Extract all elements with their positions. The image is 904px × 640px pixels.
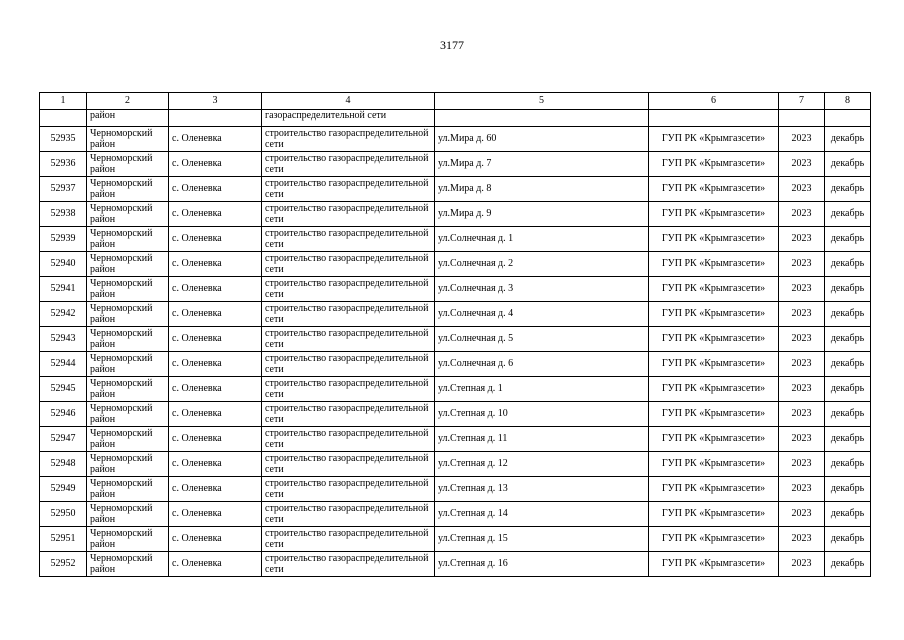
month-cell: декабрь [825, 502, 871, 527]
district-cell: Черноморский район [87, 427, 169, 452]
register-table [39, 92, 871, 577]
address-cell: ул.Солнечная д. 2 [435, 252, 649, 277]
table-row [40, 452, 871, 477]
organization-cell: ГУП РК «Крымгазсети» [649, 552, 779, 577]
column-header: 2 [87, 93, 169, 110]
row-number: 52936 [40, 152, 87, 177]
address-cell: ул.Мира д. 9 [435, 202, 649, 227]
district-cell: Черноморский район [87, 402, 169, 427]
year-cell: 2023 [779, 477, 825, 502]
organization-cell: ГУП РК «Крымгазсети» [649, 302, 779, 327]
row-number: 52949 [40, 477, 87, 502]
row-number: 52951 [40, 527, 87, 552]
month-cell: декабрь [825, 227, 871, 252]
district-cell: Черноморский район [87, 352, 169, 377]
month-cell: декабрь [825, 127, 871, 152]
district-cell: Черноморский район [87, 252, 169, 277]
year-cell: 2023 [779, 277, 825, 302]
address-cell: ул.Степная д. 1 [435, 377, 649, 402]
row-number: 52940 [40, 252, 87, 277]
table-cell [825, 110, 871, 127]
work-type-cell: строительство газораспределительной сети [262, 227, 435, 252]
district-cell: Черноморский район [87, 477, 169, 502]
address-cell: ул.Мира д. 60 [435, 127, 649, 152]
row-number: 52947 [40, 427, 87, 452]
work-type-cell: строительство газораспределительной сети [262, 352, 435, 377]
settlement-cell: с. Оленевка [169, 227, 262, 252]
settlement-cell: с. Оленевка [169, 127, 262, 152]
year-cell: 2023 [779, 352, 825, 377]
column-header: 1 [40, 93, 87, 110]
header-row [40, 93, 871, 110]
month-cell: декабрь [825, 252, 871, 277]
year-cell: 2023 [779, 302, 825, 327]
organization-cell: ГУП РК «Крымгазсети» [649, 202, 779, 227]
address-cell: ул.Солнечная д. 4 [435, 302, 649, 327]
table-row [40, 427, 871, 452]
month-cell: декабрь [825, 152, 871, 177]
table-cell: район [87, 110, 169, 127]
district-cell: Черноморский район [87, 552, 169, 577]
address-cell: ул.Солнечная д. 3 [435, 277, 649, 302]
row-number: 52942 [40, 302, 87, 327]
settlement-cell: с. Оленевка [169, 152, 262, 177]
row-number: 52948 [40, 452, 87, 477]
work-type-cell: строительство газораспределительной сети [262, 277, 435, 302]
organization-cell: ГУП РК «Крымгазсети» [649, 452, 779, 477]
district-cell: Черноморский район [87, 202, 169, 227]
district-cell: Черноморский район [87, 327, 169, 352]
work-type-cell: строительство газораспределительной сети [262, 402, 435, 427]
settlement-cell: с. Оленевка [169, 252, 262, 277]
row-number: 52935 [40, 127, 87, 152]
year-cell: 2023 [779, 327, 825, 352]
table-row [40, 552, 871, 577]
work-type-cell: строительство газораспределительной сети [262, 302, 435, 327]
settlement-cell: с. Оленевка [169, 452, 262, 477]
organization-cell: ГУП РК «Крымгазсети» [649, 377, 779, 402]
year-cell: 2023 [779, 127, 825, 152]
year-cell: 2023 [779, 402, 825, 427]
settlement-cell: с. Оленевка [169, 502, 262, 527]
column-header: 4 [262, 93, 435, 110]
row-number: 52952 [40, 552, 87, 577]
year-cell: 2023 [779, 377, 825, 402]
address-cell: ул.Степная д. 14 [435, 502, 649, 527]
settlement-cell: с. Оленевка [169, 377, 262, 402]
table-row [40, 127, 871, 152]
district-cell: Черноморский район [87, 502, 169, 527]
organization-cell: ГУП РК «Крымгазсети» [649, 152, 779, 177]
column-header: 8 [825, 93, 871, 110]
month-cell: декабрь [825, 427, 871, 452]
work-type-cell: строительство газораспределительной сети [262, 502, 435, 527]
year-cell: 2023 [779, 452, 825, 477]
organization-cell: ГУП РК «Крымгазсети» [649, 502, 779, 527]
column-header: 5 [435, 93, 649, 110]
month-cell: декабрь [825, 277, 871, 302]
district-cell: Черноморский район [87, 177, 169, 202]
row-number: 52937 [40, 177, 87, 202]
table-row [40, 252, 871, 277]
month-cell: декабрь [825, 302, 871, 327]
address-cell: ул.Солнечная д. 6 [435, 352, 649, 377]
column-header: 6 [649, 93, 779, 110]
settlement-cell: с. Оленевка [169, 477, 262, 502]
organization-cell: ГУП РК «Крымгазсети» [649, 427, 779, 452]
organization-cell: ГУП РК «Крымгазсети» [649, 352, 779, 377]
table-row [40, 277, 871, 302]
row-number: 52938 [40, 202, 87, 227]
work-type-cell: строительство газораспределительной сети [262, 152, 435, 177]
district-cell: Черноморский район [87, 377, 169, 402]
table-row [40, 352, 871, 377]
district-cell: Черноморский район [87, 227, 169, 252]
table-row [40, 227, 871, 252]
settlement-cell: с. Оленевка [169, 352, 262, 377]
work-type-cell: строительство газораспределительной сети [262, 452, 435, 477]
table-cell [169, 110, 262, 127]
work-type-cell: строительство газораспределительной сети [262, 252, 435, 277]
month-cell: декабрь [825, 327, 871, 352]
month-cell: декабрь [825, 477, 871, 502]
settlement-cell: с. Оленевка [169, 527, 262, 552]
district-cell: Черноморский район [87, 152, 169, 177]
work-type-cell: строительство газораспределительной сети [262, 177, 435, 202]
address-cell: ул.Степная д. 12 [435, 452, 649, 477]
column-header: 3 [169, 93, 262, 110]
work-type-cell: строительство газораспределительной сети [262, 527, 435, 552]
settlement-cell: с. Оленевка [169, 302, 262, 327]
year-cell: 2023 [779, 177, 825, 202]
year-cell: 2023 [779, 152, 825, 177]
work-type-cell: строительство газораспределительной сети [262, 477, 435, 502]
settlement-cell: с. Оленевка [169, 552, 262, 577]
work-type-cell: строительство газораспределительной сети [262, 327, 435, 352]
organization-cell: ГУП РК «Крымгазсети» [649, 477, 779, 502]
address-cell: ул.Степная д. 15 [435, 527, 649, 552]
settlement-cell: с. Оленевка [169, 427, 262, 452]
work-type-cell: строительство газораспределительной сети [262, 377, 435, 402]
address-cell: ул.Солнечная д. 5 [435, 327, 649, 352]
row-number: 52941 [40, 277, 87, 302]
address-cell: ул.Степная д. 13 [435, 477, 649, 502]
work-type-cell: строительство газораспределительной сети [262, 552, 435, 577]
row-number: 52945 [40, 377, 87, 402]
table-row [40, 152, 871, 177]
organization-cell: ГУП РК «Крымгазсети» [649, 252, 779, 277]
month-cell: декабрь [825, 202, 871, 227]
settlement-cell: с. Оленевка [169, 402, 262, 427]
settlement-cell: с. Оленевка [169, 277, 262, 302]
month-cell: декабрь [825, 177, 871, 202]
continuation-row [40, 110, 871, 127]
table-row [40, 327, 871, 352]
address-cell: ул.Мира д. 8 [435, 177, 649, 202]
month-cell: декабрь [825, 527, 871, 552]
row-number: 52944 [40, 352, 87, 377]
month-cell: декабрь [825, 552, 871, 577]
settlement-cell: с. Оленевка [169, 177, 262, 202]
row-number: 52946 [40, 402, 87, 427]
organization-cell: ГУП РК «Крымгазсети» [649, 227, 779, 252]
work-type-cell: строительство газораспределительной сети [262, 202, 435, 227]
organization-cell: ГУП РК «Крымгазсети» [649, 327, 779, 352]
table-row [40, 402, 871, 427]
table-cell [649, 110, 779, 127]
month-cell: декабрь [825, 352, 871, 377]
row-number: 52950 [40, 502, 87, 527]
column-header: 7 [779, 93, 825, 110]
table-row [40, 502, 871, 527]
organization-cell: ГУП РК «Крымгазсети» [649, 127, 779, 152]
year-cell: 2023 [779, 552, 825, 577]
year-cell: 2023 [779, 502, 825, 527]
month-cell: декабрь [825, 377, 871, 402]
address-cell: ул.Степная д. 11 [435, 427, 649, 452]
settlement-cell: с. Оленевка [169, 202, 262, 227]
month-cell: декабрь [825, 402, 871, 427]
page-number: 3177 [440, 38, 464, 52]
year-cell: 2023 [779, 252, 825, 277]
row-number: 52939 [40, 227, 87, 252]
table-cell: газораспределительной сети [262, 110, 435, 127]
table-row [40, 377, 871, 402]
organization-cell: ГУП РК «Крымгазсети» [649, 277, 779, 302]
address-cell: ул.Степная д. 16 [435, 552, 649, 577]
district-cell: Черноморский район [87, 302, 169, 327]
district-cell: Черноморский район [87, 277, 169, 302]
month-cell: декабрь [825, 452, 871, 477]
address-cell: ул.Солнечная д. 1 [435, 227, 649, 252]
year-cell: 2023 [779, 427, 825, 452]
table-cell [40, 110, 87, 127]
organization-cell: ГУП РК «Крымгазсети» [649, 527, 779, 552]
table-row [40, 177, 871, 202]
district-cell: Черноморский район [87, 527, 169, 552]
work-type-cell: строительство газораспределительной сети [262, 127, 435, 152]
year-cell: 2023 [779, 527, 825, 552]
year-cell: 2023 [779, 202, 825, 227]
work-type-cell: строительство газораспределительной сети [262, 427, 435, 452]
district-cell: Черноморский район [87, 452, 169, 477]
year-cell: 2023 [779, 227, 825, 252]
table-cell [435, 110, 649, 127]
district-cell: Черноморский район [87, 127, 169, 152]
table-row [40, 527, 871, 552]
table-row [40, 302, 871, 327]
address-cell: ул.Степная д. 10 [435, 402, 649, 427]
settlement-cell: с. Оленевка [169, 327, 262, 352]
table-row [40, 202, 871, 227]
organization-cell: ГУП РК «Крымгазсети» [649, 402, 779, 427]
organization-cell: ГУП РК «Крымгазсети» [649, 177, 779, 202]
address-cell: ул.Мира д. 7 [435, 152, 649, 177]
table-row [40, 477, 871, 502]
row-number: 52943 [40, 327, 87, 352]
table-cell [779, 110, 825, 127]
